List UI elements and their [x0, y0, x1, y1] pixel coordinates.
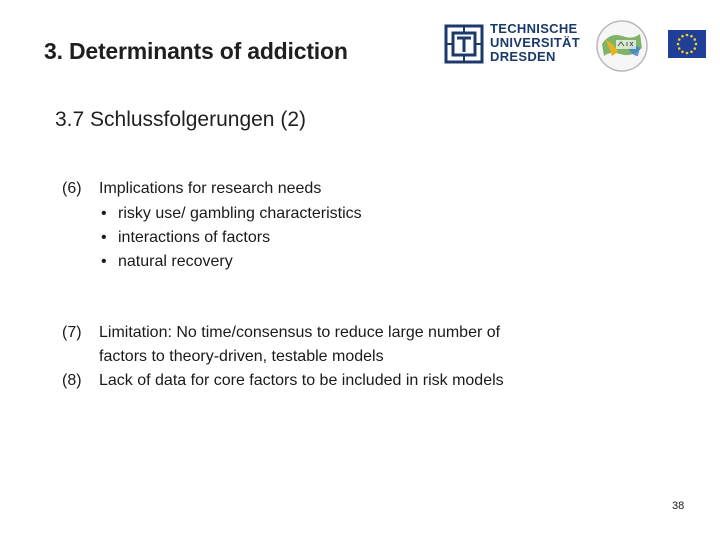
tud-line-1: TECHNISCHE	[490, 21, 578, 36]
bullet-icon: •	[101, 205, 107, 222]
bullet-icon: •	[101, 229, 107, 246]
page-number: 38	[672, 500, 685, 512]
tud-wordmark	[490, 22, 580, 64]
bullet-item: risky use/ gambling characteristics	[118, 205, 362, 222]
item-text: Implications for research needs	[99, 180, 322, 197]
tud-line-3: DRESDEN	[490, 49, 556, 64]
section-title: 3.7 Schlussfolgerungen (2)	[55, 108, 306, 131]
bullet-item: natural recovery	[118, 253, 233, 270]
tud-line-2: UNIVERSITÄT	[490, 35, 580, 50]
alice-rap-logo-icon	[594, 18, 650, 74]
eu-flag-icon	[668, 30, 706, 58]
item-text-line: Limitation: No time/consensus to reduce large number of	[99, 324, 501, 341]
item-number: (6)	[62, 180, 82, 197]
slide-header-title: 3. Determinants of addiction	[44, 38, 348, 64]
item-number: (7)	[62, 324, 82, 341]
item-number: (8)	[62, 372, 82, 389]
bullet-item: interactions of factors	[118, 229, 271, 246]
item-text: Lack of data for core factors to be included in risk models	[99, 372, 504, 389]
item-text-line: factors to theory-driven, testable models	[99, 348, 384, 365]
tud-emblem-icon	[444, 24, 484, 64]
bullet-icon: •	[101, 253, 107, 270]
tud-logo	[444, 22, 592, 66]
